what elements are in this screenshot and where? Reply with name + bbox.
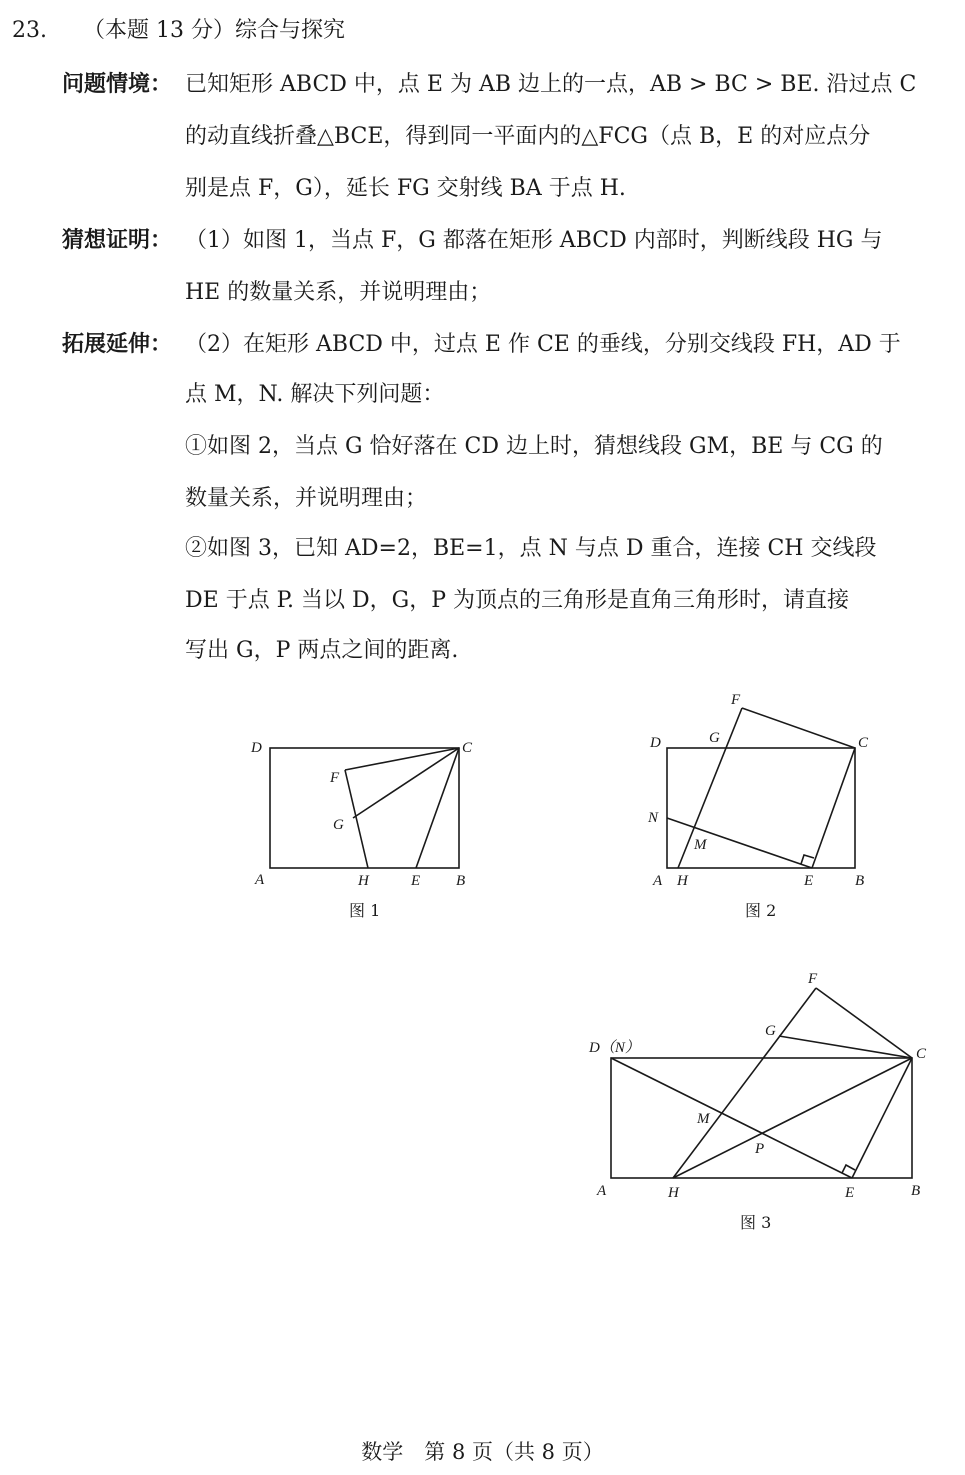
extension-line-6: DE 于点 P. 当以 D，G，P 为顶点的三角形是直角三角形时，请直接	[185, 588, 850, 613]
fig1-caption: 图 1	[349, 901, 381, 920]
fig1-label-b: B	[456, 873, 466, 889]
conjecture-line-2: HE 的数量关系，并说明理由；	[185, 280, 492, 305]
figure-2	[640, 685, 890, 930]
fig3-label-c: C	[916, 1046, 927, 1062]
problem-label: 问题情境：	[62, 72, 173, 97]
problem-line-2: 的动直线折叠△BCE，得到同一平面内的△FCG（点 B，E 的对应点分	[185, 124, 871, 149]
fig2-label-m: M	[694, 837, 707, 853]
conjecture-label: 猜想证明：	[62, 228, 173, 253]
extension-line-3: ①如图 2，当点 G 恰好落在 CD 边上时，猜想线段 GM，BE 与 CG 的	[185, 434, 883, 459]
fig2-label-b: B	[855, 873, 865, 889]
fig1-label-g: G	[333, 817, 344, 833]
extension-line-5: ②如图 3，已知 AD=2，BE=1，点 N 与点 D 重合，连接 CH 交线段	[185, 536, 877, 561]
fig3-label-e: E	[845, 1185, 855, 1201]
fig2-label-h: H	[677, 873, 688, 889]
fig2-caption: 图 2	[745, 901, 777, 920]
question-title: （本题 13 分）综合与探究	[83, 18, 345, 43]
fig1-label-c: C	[462, 740, 473, 756]
fig2-label-g: G	[709, 730, 720, 746]
fig2-label-d: D	[650, 735, 661, 751]
extension-line-1: （2）在矩形 ABCD 中，过点 E 作 CE 的垂线，分别交线段 FH，AD 于	[185, 332, 901, 357]
figure-3	[585, 962, 940, 1237]
fig1-label-d: D	[251, 740, 262, 756]
fig3-label-b: B	[911, 1183, 921, 1199]
fig2-label-f: F	[731, 692, 741, 708]
problem-line-3: 别是点 F，G），延长 FG 交射线 BA 于点 H.	[185, 176, 626, 201]
fig2-label-a: A	[653, 873, 663, 889]
fig3-rectangle-abcd	[611, 1058, 912, 1178]
fig2-segment-cf	[742, 708, 855, 748]
fig2-segment-ce	[812, 748, 855, 868]
fig1-label-f: F	[330, 770, 340, 786]
question-number: 23.	[12, 18, 47, 43]
fig3-label-h: H	[668, 1185, 679, 1201]
fig1-label-h: H	[358, 873, 369, 889]
extension-line-4: 数量关系，并说明理由；	[185, 486, 428, 511]
fig3-segment-de	[611, 1058, 852, 1178]
fig1-segment-fh	[345, 770, 368, 868]
problem-line-1: 已知矩形 ABCD 中，点 E 为 AB 边上的一点，AB > BC > BE. 沿过点 C	[185, 72, 917, 97]
extension-label: 拓展延伸：	[62, 332, 173, 357]
question-header	[12, 16, 345, 46]
fig1-label-e: E	[411, 873, 421, 889]
fig2-label-n: N	[648, 810, 659, 826]
fig3-label-f: F	[808, 971, 818, 987]
fig3-label-m: M	[697, 1111, 710, 1127]
figure-1	[240, 725, 490, 930]
extension-line-7: 写出 G，P 两点之间的距离.	[185, 638, 459, 663]
extension-line-2: 点 M，N. 解决下列问题：	[185, 382, 445, 407]
fig3-label-p: P	[755, 1141, 765, 1157]
fig3-label-a: A	[597, 1183, 607, 1199]
fig2-right-angle-mark	[801, 855, 814, 864]
fig2-label-c: C	[858, 735, 869, 751]
fig2-label-e: E	[804, 873, 814, 889]
fig3-segment-ce	[852, 1058, 912, 1178]
fig3-label-dn: D（N）	[589, 1040, 640, 1056]
fig3-segment-cf	[816, 988, 912, 1058]
fig1-label-a: A	[255, 872, 265, 888]
fig3-segment-cg	[779, 1036, 912, 1058]
fig1-segment-ce	[416, 748, 459, 868]
conjecture-line-1: （1）如图 1，当点 F，G 都落在矩形 ABCD 内部时，判断线段 HG 与	[185, 228, 883, 253]
page-footer: 数学 第 8 页（共 8 页）	[361, 1440, 604, 1464]
fig3-caption: 图 3	[740, 1213, 772, 1232]
fig3-right-angle-mark	[842, 1165, 855, 1173]
fig3-label-g: G	[765, 1023, 776, 1039]
